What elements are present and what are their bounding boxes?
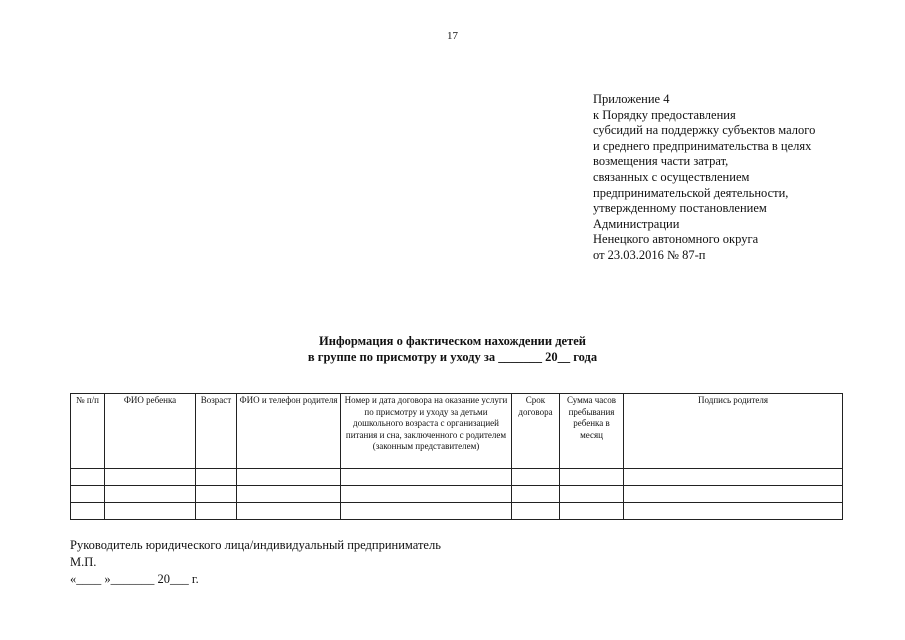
header-cell-child-name: ФИО ребенка [105,394,196,469]
title-line-1: Информация о фактическом нахождении детей [319,334,586,348]
table-cell[interactable] [237,486,341,503]
header-cell-contract-term: Срок договора [512,394,560,469]
table-cell[interactable] [196,486,237,503]
table-row [71,486,843,503]
table-cell[interactable] [560,469,624,486]
table-cell[interactable] [560,503,624,520]
header-cell-contract: Номер и дата договора на оказание услуги по присмотру и уходу за детьми дошкольного возраста с организацией питания и сна, заключенного с родителем (законным представителем) [341,394,512,469]
date-line: «____ »_______ 20___ г. [70,572,199,586]
table-cell[interactable] [105,503,196,520]
table-cell[interactable] [71,469,105,486]
appendix-line: Ненецкого автономного округа [593,232,759,247]
table-cell[interactable] [624,486,843,503]
table-cell[interactable] [71,503,105,520]
table-cell[interactable] [341,486,512,503]
table-cell[interactable] [196,469,237,486]
appendix-line: к Порядку предоставления [593,107,736,122]
appendix-line: и среднего предпринимательства в целях [593,138,812,153]
document-title [0,333,905,365]
page-number: 17 [447,30,458,42]
header-cell-age: Возраст [196,394,237,469]
table-cell[interactable] [512,486,560,503]
appendix-line: Приложение 4 [593,92,670,106]
table-cell[interactable] [624,503,843,520]
header-cell-hours: Сумма часов пребывания ребенка в месяц [560,394,624,469]
appendix-line: от 23.03.2016 № 87-п [593,247,706,262]
signature-line: Руководитель юридического лица/индивидуальный предприниматель [70,538,441,552]
table-cell[interactable] [624,469,843,486]
signature-block [70,537,441,588]
table-cell[interactable] [512,503,560,520]
table-cell[interactable] [560,486,624,503]
table-header-row [71,394,843,469]
appendix-line: связанных с осуществлением [593,169,750,184]
table-cell[interactable] [105,469,196,486]
table-cell[interactable] [341,469,512,486]
header-cell-parent-signature: Подпись родителя [624,394,843,469]
table-row [71,503,843,520]
appendix-line: предпринимательской деятельности, [593,185,789,200]
table-cell[interactable] [196,503,237,520]
table-cell[interactable] [512,469,560,486]
table-cell[interactable] [105,486,196,503]
table-cell[interactable] [237,469,341,486]
table-cell[interactable] [71,486,105,503]
appendix-header [593,92,815,264]
stamp-label: М.П. [70,555,97,569]
appendix-line: субсидий на поддержку субъектов малого [593,123,816,138]
table-cell[interactable] [341,503,512,520]
children-info-table [70,393,843,520]
appendix-line: Администрации [593,216,680,231]
appendix-line: утвержденному постановлением [593,201,767,216]
title-line-2: в группе по присмотру и уходу за _______ 20__ года [307,350,598,364]
table-row [71,469,843,486]
appendix-line: возмещения части затрат, [593,154,729,169]
header-cell-number: № п/п [71,394,105,469]
table-cell[interactable] [237,503,341,520]
header-cell-parent-contact: ФИО и телефон родителя [237,394,341,469]
